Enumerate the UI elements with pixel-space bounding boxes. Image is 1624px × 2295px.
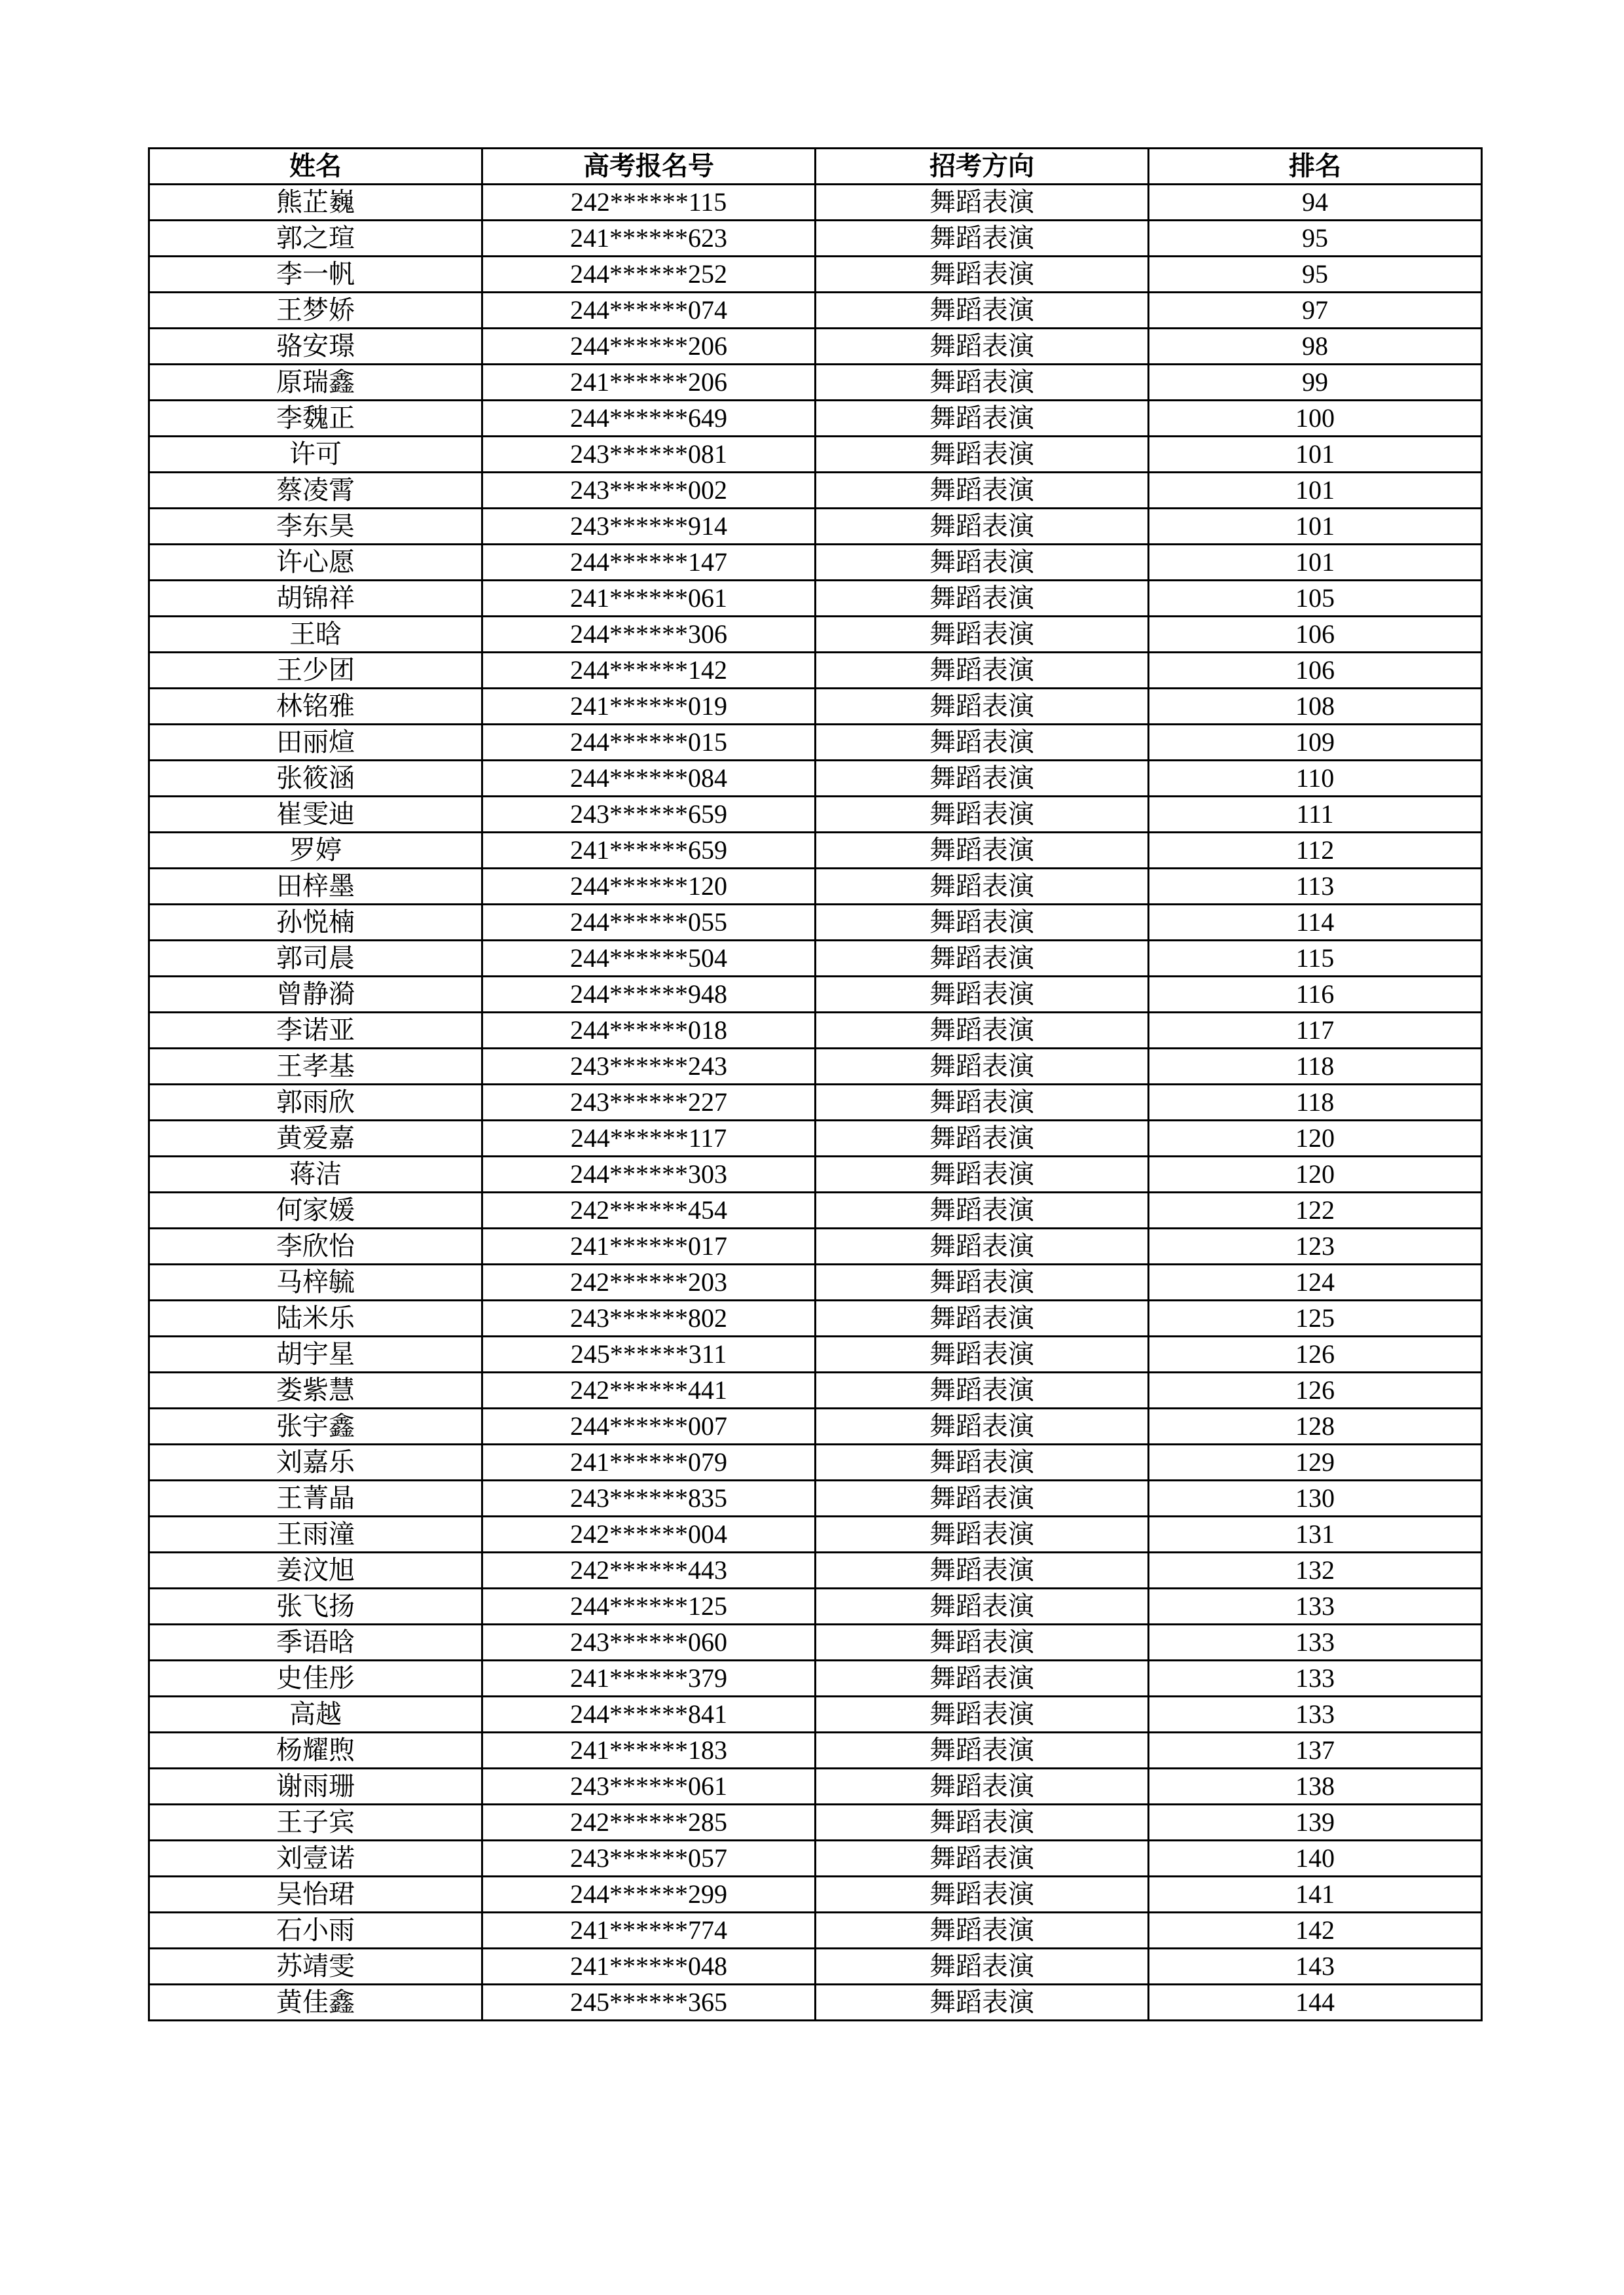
cell-rank: 138 xyxy=(1149,1769,1482,1805)
cell-rank: 116 xyxy=(1149,977,1482,1013)
cell-exam-id: 244******074 xyxy=(482,293,816,329)
cell-exam-id: 244******120 xyxy=(482,869,816,905)
cell-exam-id: 244******147 xyxy=(482,545,816,581)
cell-exam-id: 244******306 xyxy=(482,617,816,653)
cell-name: 季语晗 xyxy=(149,1625,482,1661)
cell-exam-id: 244******125 xyxy=(482,1589,816,1625)
cell-rank: 118 xyxy=(1149,1085,1482,1121)
cell-name: 蒋洁 xyxy=(149,1157,482,1193)
table-row xyxy=(149,329,1482,365)
cell-name: 苏靖雯 xyxy=(149,1949,482,1985)
table-row xyxy=(149,365,1482,401)
cell-exam-id: 241******206 xyxy=(482,365,816,401)
cell-rank: 112 xyxy=(1149,833,1482,869)
cell-name: 林铭雅 xyxy=(149,689,482,725)
cell-direction: 舞蹈表演 xyxy=(816,1553,1149,1589)
cell-name: 谢雨珊 xyxy=(149,1769,482,1805)
cell-exam-id: 243******243 xyxy=(482,1049,816,1085)
cell-rank: 118 xyxy=(1149,1049,1482,1085)
table-row xyxy=(149,509,1482,545)
cell-direction: 舞蹈表演 xyxy=(816,833,1149,869)
table-row xyxy=(149,833,1482,869)
cell-direction: 舞蹈表演 xyxy=(816,653,1149,689)
table-row xyxy=(149,293,1482,329)
table-row xyxy=(149,1949,1482,1985)
cell-name: 张飞扬 xyxy=(149,1589,482,1625)
cell-exam-id: 243******227 xyxy=(482,1085,816,1121)
cell-direction: 舞蹈表演 xyxy=(816,761,1149,797)
cell-rank: 126 xyxy=(1149,1337,1482,1373)
cell-rank: 109 xyxy=(1149,725,1482,761)
table-row xyxy=(149,689,1482,725)
cell-rank: 101 xyxy=(1149,473,1482,509)
cell-exam-id: 244******649 xyxy=(482,401,816,437)
cell-direction: 舞蹈表演 xyxy=(816,329,1149,365)
cell-rank: 137 xyxy=(1149,1733,1482,1769)
cell-rank: 105 xyxy=(1149,581,1482,617)
table-row xyxy=(149,1913,1482,1949)
cell-exam-id: 242******004 xyxy=(482,1517,816,1553)
cell-rank: 123 xyxy=(1149,1229,1482,1265)
table-row xyxy=(149,1985,1482,2021)
cell-direction: 舞蹈表演 xyxy=(816,1877,1149,1913)
table-row xyxy=(149,1121,1482,1157)
cell-rank: 114 xyxy=(1149,905,1482,941)
cell-name: 王雨潼 xyxy=(149,1517,482,1553)
cell-direction: 舞蹈表演 xyxy=(816,1913,1149,1949)
cell-exam-id: 244******504 xyxy=(482,941,816,977)
cell-direction: 舞蹈表演 xyxy=(816,1229,1149,1265)
cell-exam-id: 242******454 xyxy=(482,1193,816,1229)
cell-exam-id: 242******443 xyxy=(482,1553,816,1589)
table-row xyxy=(149,1229,1482,1265)
cell-name: 杨耀煦 xyxy=(149,1733,482,1769)
cell-direction: 舞蹈表演 xyxy=(816,581,1149,617)
cell-name: 何家媛 xyxy=(149,1193,482,1229)
cell-name: 蔡凌霄 xyxy=(149,473,482,509)
cell-name: 张筱涵 xyxy=(149,761,482,797)
cell-direction: 舞蹈表演 xyxy=(816,1301,1149,1337)
cell-direction: 舞蹈表演 xyxy=(816,689,1149,725)
cell-rank: 101 xyxy=(1149,437,1482,473)
cell-exam-id: 244******015 xyxy=(482,725,816,761)
cell-exam-id: 241******623 xyxy=(482,221,816,257)
cell-name: 刘壹诺 xyxy=(149,1841,482,1877)
table-row xyxy=(149,977,1482,1013)
cell-exam-id: 242******203 xyxy=(482,1265,816,1301)
cell-name: 李东昊 xyxy=(149,509,482,545)
cell-direction: 舞蹈表演 xyxy=(816,1373,1149,1409)
cell-direction: 舞蹈表演 xyxy=(816,797,1149,833)
cell-direction: 舞蹈表演 xyxy=(816,1841,1149,1877)
cell-direction: 舞蹈表演 xyxy=(816,1049,1149,1085)
cell-exam-id: 241******183 xyxy=(482,1733,816,1769)
cell-exam-id: 244******299 xyxy=(482,1877,816,1913)
cell-rank: 139 xyxy=(1149,1805,1482,1841)
header-rank: 排名 xyxy=(1149,149,1482,185)
cell-name: 黄佳鑫 xyxy=(149,1985,482,2021)
cell-rank: 99 xyxy=(1149,365,1482,401)
cell-name: 罗婷 xyxy=(149,833,482,869)
table-row xyxy=(149,1193,1482,1229)
cell-rank: 144 xyxy=(1149,1985,1482,2021)
cell-exam-id: 244******007 xyxy=(482,1409,816,1445)
table-row xyxy=(149,545,1482,581)
cell-rank: 120 xyxy=(1149,1121,1482,1157)
cell-exam-id: 244******117 xyxy=(482,1121,816,1157)
cell-exam-id: 241******774 xyxy=(482,1913,816,1949)
cell-name: 胡锦祥 xyxy=(149,581,482,617)
cell-rank: 113 xyxy=(1149,869,1482,905)
cell-exam-id: 243******914 xyxy=(482,509,816,545)
table-row xyxy=(149,1409,1482,1445)
table-row xyxy=(149,1085,1482,1121)
table-row xyxy=(149,185,1482,221)
cell-rank: 117 xyxy=(1149,1013,1482,1049)
cell-direction: 舞蹈表演 xyxy=(816,293,1149,329)
table-row xyxy=(149,1157,1482,1193)
cell-name: 田梓墨 xyxy=(149,869,482,905)
cell-name: 田丽煊 xyxy=(149,725,482,761)
table-row xyxy=(149,905,1482,941)
cell-name: 原瑞鑫 xyxy=(149,365,482,401)
cell-exam-id: 241******017 xyxy=(482,1229,816,1265)
cell-name: 刘嘉乐 xyxy=(149,1445,482,1481)
cell-rank: 120 xyxy=(1149,1157,1482,1193)
cell-direction: 舞蹈表演 xyxy=(816,545,1149,581)
cell-name: 许心愿 xyxy=(149,545,482,581)
cell-rank: 124 xyxy=(1149,1265,1482,1301)
cell-rank: 133 xyxy=(1149,1625,1482,1661)
cell-exam-id: 245******311 xyxy=(482,1337,816,1373)
cell-name: 李欣怡 xyxy=(149,1229,482,1265)
cell-exam-id: 244******084 xyxy=(482,761,816,797)
table-row xyxy=(149,1373,1482,1409)
cell-exam-id: 243******802 xyxy=(482,1301,816,1337)
cell-rank: 133 xyxy=(1149,1697,1482,1733)
table-row xyxy=(149,473,1482,509)
cell-rank: 132 xyxy=(1149,1553,1482,1589)
cell-direction: 舞蹈表演 xyxy=(816,1517,1149,1553)
table-row xyxy=(149,1481,1482,1517)
cell-rank: 133 xyxy=(1149,1589,1482,1625)
table-row xyxy=(149,1769,1482,1805)
cell-direction: 舞蹈表演 xyxy=(816,1265,1149,1301)
cell-direction: 舞蹈表演 xyxy=(816,1985,1149,2021)
table-row xyxy=(149,221,1482,257)
cell-exam-id: 243******060 xyxy=(482,1625,816,1661)
table-row xyxy=(149,1661,1482,1697)
cell-direction: 舞蹈表演 xyxy=(816,257,1149,293)
cell-direction: 舞蹈表演 xyxy=(816,365,1149,401)
cell-rank: 110 xyxy=(1149,761,1482,797)
cell-exam-id: 241******061 xyxy=(482,581,816,617)
cell-name: 曾静漪 xyxy=(149,977,482,1013)
table-row xyxy=(149,1589,1482,1625)
cell-rank: 106 xyxy=(1149,617,1482,653)
table-row xyxy=(149,437,1482,473)
table-header xyxy=(149,149,1482,185)
cell-direction: 舞蹈表演 xyxy=(816,1769,1149,1805)
cell-direction: 舞蹈表演 xyxy=(816,1013,1149,1049)
cell-name: 陆米乐 xyxy=(149,1301,482,1337)
cell-rank: 130 xyxy=(1149,1481,1482,1517)
cell-direction: 舞蹈表演 xyxy=(816,1085,1149,1121)
table-row xyxy=(149,761,1482,797)
cell-exam-id: 243******057 xyxy=(482,1841,816,1877)
cell-exam-id: 244******206 xyxy=(482,329,816,365)
cell-exam-id: 242******115 xyxy=(482,185,816,221)
cell-name: 王少团 xyxy=(149,653,482,689)
cell-exam-id: 243******835 xyxy=(482,1481,816,1517)
cell-direction: 舞蹈表演 xyxy=(816,1337,1149,1373)
cell-name: 王晗 xyxy=(149,617,482,653)
cell-rank: 95 xyxy=(1149,221,1482,257)
cell-direction: 舞蹈表演 xyxy=(816,725,1149,761)
cell-direction: 舞蹈表演 xyxy=(816,1157,1149,1193)
table-row xyxy=(149,941,1482,977)
cell-direction: 舞蹈表演 xyxy=(816,869,1149,905)
cell-rank: 126 xyxy=(1149,1373,1482,1409)
cell-direction: 舞蹈表演 xyxy=(816,1193,1149,1229)
table-row xyxy=(149,725,1482,761)
cell-rank: 125 xyxy=(1149,1301,1482,1337)
cell-name: 马梓毓 xyxy=(149,1265,482,1301)
table-row xyxy=(149,1841,1482,1877)
table-row xyxy=(149,617,1482,653)
table-row xyxy=(149,1625,1482,1661)
cell-rank: 143 xyxy=(1149,1949,1482,1985)
table-row xyxy=(149,1553,1482,1589)
cell-rank: 98 xyxy=(1149,329,1482,365)
cell-rank: 141 xyxy=(1149,1877,1482,1913)
cell-name: 李魏正 xyxy=(149,401,482,437)
cell-exam-id: 244******055 xyxy=(482,905,816,941)
table-row xyxy=(149,581,1482,617)
cell-name: 孙悦楠 xyxy=(149,905,482,941)
cell-direction: 舞蹈表演 xyxy=(816,1121,1149,1157)
cell-rank: 142 xyxy=(1149,1913,1482,1949)
table-row xyxy=(149,401,1482,437)
table-row xyxy=(149,1301,1482,1337)
cell-direction: 舞蹈表演 xyxy=(816,185,1149,221)
cell-name: 胡宇星 xyxy=(149,1337,482,1373)
cell-name: 姜汶旭 xyxy=(149,1553,482,1589)
cell-name: 石小雨 xyxy=(149,1913,482,1949)
cell-direction: 舞蹈表演 xyxy=(816,1697,1149,1733)
cell-name: 郭司晨 xyxy=(149,941,482,977)
cell-exam-id: 241******659 xyxy=(482,833,816,869)
cell-rank: 95 xyxy=(1149,257,1482,293)
cell-direction: 舞蹈表演 xyxy=(816,1445,1149,1481)
table-row xyxy=(149,1733,1482,1769)
table-row xyxy=(149,1445,1482,1481)
cell-rank: 111 xyxy=(1149,797,1482,833)
cell-rank: 101 xyxy=(1149,545,1482,581)
table-row xyxy=(149,1805,1482,1841)
header-name: 姓名 xyxy=(149,149,482,185)
cell-rank: 140 xyxy=(1149,1841,1482,1877)
cell-direction: 舞蹈表演 xyxy=(816,1805,1149,1841)
table-row xyxy=(149,869,1482,905)
ranking-table xyxy=(148,147,1483,2021)
cell-rank: 122 xyxy=(1149,1193,1482,1229)
cell-exam-id: 244******303 xyxy=(482,1157,816,1193)
cell-name: 王子宾 xyxy=(149,1805,482,1841)
cell-rank: 129 xyxy=(1149,1445,1482,1481)
cell-exam-id: 242******441 xyxy=(482,1373,816,1409)
cell-rank: 131 xyxy=(1149,1517,1482,1553)
cell-direction: 舞蹈表演 xyxy=(816,1589,1149,1625)
cell-name: 熊芷巍 xyxy=(149,185,482,221)
table-row xyxy=(149,1337,1482,1373)
header-row xyxy=(149,149,1482,185)
cell-name: 王菁晶 xyxy=(149,1481,482,1517)
cell-direction: 舞蹈表演 xyxy=(816,1481,1149,1517)
cell-direction: 舞蹈表演 xyxy=(816,617,1149,653)
table-row xyxy=(149,1517,1482,1553)
cell-name: 崔雯迪 xyxy=(149,797,482,833)
cell-rank: 106 xyxy=(1149,653,1482,689)
cell-exam-id: 244******252 xyxy=(482,257,816,293)
cell-name: 王孝基 xyxy=(149,1049,482,1085)
cell-exam-id: 243******002 xyxy=(482,473,816,509)
cell-direction: 舞蹈表演 xyxy=(816,1949,1149,1985)
cell-name: 张宇鑫 xyxy=(149,1409,482,1445)
cell-direction: 舞蹈表演 xyxy=(816,905,1149,941)
cell-exam-id: 241******048 xyxy=(482,1949,816,1985)
cell-rank: 100 xyxy=(1149,401,1482,437)
cell-exam-id: 244******948 xyxy=(482,977,816,1013)
cell-exam-id: 241******379 xyxy=(482,1661,816,1697)
table-row xyxy=(149,1877,1482,1913)
cell-direction: 舞蹈表演 xyxy=(816,1733,1149,1769)
cell-rank: 128 xyxy=(1149,1409,1482,1445)
cell-exam-id: 244******018 xyxy=(482,1013,816,1049)
cell-name: 许可 xyxy=(149,437,482,473)
cell-exam-id: 244******142 xyxy=(482,653,816,689)
cell-name: 娄紫慧 xyxy=(149,1373,482,1409)
cell-exam-id: 244******841 xyxy=(482,1697,816,1733)
cell-direction: 舞蹈表演 xyxy=(816,1625,1149,1661)
header-direction: 招考方向 xyxy=(816,149,1149,185)
cell-name: 李诺亚 xyxy=(149,1013,482,1049)
cell-name: 王梦娇 xyxy=(149,293,482,329)
cell-exam-id: 243******659 xyxy=(482,797,816,833)
cell-exam-id: 243******061 xyxy=(482,1769,816,1805)
table-row xyxy=(149,1013,1482,1049)
cell-name: 郭雨欣 xyxy=(149,1085,482,1121)
cell-direction: 舞蹈表演 xyxy=(816,1409,1149,1445)
cell-exam-id: 245******365 xyxy=(482,1985,816,2021)
header-exam-id: 高考报名号 xyxy=(482,149,816,185)
table-row xyxy=(149,1697,1482,1733)
cell-name: 李一帆 xyxy=(149,257,482,293)
cell-rank: 101 xyxy=(1149,509,1482,545)
cell-rank: 115 xyxy=(1149,941,1482,977)
cell-rank: 133 xyxy=(1149,1661,1482,1697)
cell-rank: 94 xyxy=(1149,185,1482,221)
table-row xyxy=(149,1049,1482,1085)
cell-direction: 舞蹈表演 xyxy=(816,977,1149,1013)
cell-name: 郭之瑄 xyxy=(149,221,482,257)
table-row xyxy=(149,797,1482,833)
cell-direction: 舞蹈表演 xyxy=(816,401,1149,437)
cell-rank: 108 xyxy=(1149,689,1482,725)
cell-name: 史佳彤 xyxy=(149,1661,482,1697)
cell-direction: 舞蹈表演 xyxy=(816,1661,1149,1697)
cell-exam-id: 242******285 xyxy=(482,1805,816,1841)
cell-rank: 97 xyxy=(1149,293,1482,329)
table-body xyxy=(149,185,1482,2021)
cell-exam-id: 241******019 xyxy=(482,689,816,725)
table-row xyxy=(149,1265,1482,1301)
cell-name: 黄爱嘉 xyxy=(149,1121,482,1157)
table-row xyxy=(149,653,1482,689)
table-row xyxy=(149,257,1482,293)
cell-exam-id: 241******079 xyxy=(482,1445,816,1481)
cell-exam-id: 243******081 xyxy=(482,437,816,473)
cell-direction: 舞蹈表演 xyxy=(816,473,1149,509)
cell-name: 高越 xyxy=(149,1697,482,1733)
cell-direction: 舞蹈表演 xyxy=(816,437,1149,473)
cell-name: 骆安璟 xyxy=(149,329,482,365)
cell-name: 吴怡珺 xyxy=(149,1877,482,1913)
cell-direction: 舞蹈表演 xyxy=(816,941,1149,977)
cell-direction: 舞蹈表演 xyxy=(816,509,1149,545)
cell-direction: 舞蹈表演 xyxy=(816,221,1149,257)
